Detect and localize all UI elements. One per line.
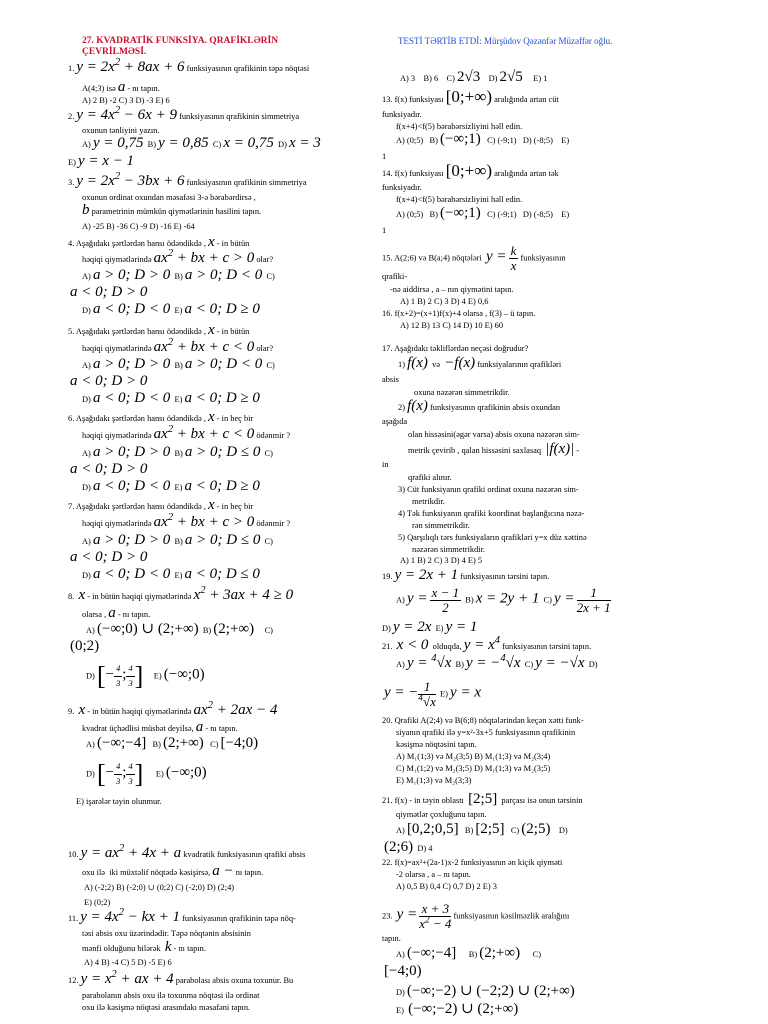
q21b-options: A) [0,2;0,5] B) [2;5] C) (2;5) D) [396, 821, 568, 837]
q13-options: A) (0;5) B) (−∞;1) C) (-9;1) D) (-8;5) E) [396, 131, 570, 147]
q13-stem-3: f(x+4)<f(5) bərabərsizliyini həll edin. [396, 122, 523, 131]
q6-option-c: a < 0; D > 0 [70, 461, 148, 477]
q1-options: A) 2 B) -2 C) 3 D) -3 E) 6 [82, 96, 170, 105]
q21b-stem: 21. f(x) - in təyin oblastı [2;5] parçası isə onun tərsinin [382, 791, 583, 807]
q14-stem: 14. f(x) funksiyası [0;+∞) aralığında artan tək [382, 161, 559, 180]
q22-stem-2: -2 olarsa , a – nı tapın. [396, 870, 471, 879]
q22-stem: 22. f(x)=ax²+(2a-1)x-2 funksiyasının ən kiçik qiyməti [382, 858, 563, 867]
q1-stem-2: A(4;3) isə a - nı tapın. [82, 79, 160, 95]
q4-options-de: D) a < 0; D < 0 E) a < 0; D ≥ 0 [82, 301, 260, 317]
q5-stem-2: həqiqi qiymətlərində $ax^2$ + bx + c < 0 olar? [82, 337, 274, 355]
q2-stem-2: oxunun tənliyini yazın. [82, 126, 160, 135]
q20-option-e: E) M₁(1;3) və M₂(3;3) [396, 776, 472, 785]
q19-options-de: D) y = 2x E) y = 1 [382, 619, 478, 635]
q3-stem-3: b parametrinin mümkün qiymətlərinin hasilini tapın. [82, 202, 262, 218]
q17-s2-e: in [382, 460, 389, 469]
author-line: TESTİ TƏRTİB ETDİ: Mürşüdov Qəzənfər Müzəffər oğlu. [398, 36, 613, 46]
q21a-options-de: y = − $\frac{1}{^4√x}$ E) y = x [384, 679, 481, 709]
q17-s2: 2) f(x) funksiyasının qrafikinin absis oxundan [398, 398, 561, 414]
q9-options-de: D) [− $\frac{4}{3}$ ; $\frac{4}{3}$ ] E) (−∞;0) [86, 759, 207, 789]
q15-stem-2: qrafiki- [382, 272, 408, 281]
q21b-options-de: (2;6) D) 4 [384, 839, 433, 855]
q10-stem-2: oxu ilə iki müxtəlif nöqtədə kəsişirsə, a − nı tapın. [82, 863, 264, 879]
q23-option-d: D) (−∞;−2) ∪ (−2;2) ∪ (2;+∞) [396, 983, 575, 999]
q20-stem-2: siyanın qrafiki ilə y=x²-3x+5 funksiyasının qrafikinin [396, 728, 576, 737]
q23-stem-2: tapın. [382, 934, 401, 943]
q23-option-e: E) (−∞;−2) ∪ (2;+∞) [396, 1001, 519, 1017]
q12-stem-3: oxu ilə kəsişmə nöqtəsi arasındakı məsafəni tapın. [82, 1003, 251, 1012]
q11-stem: 11. $y = 4x^2$ − kx + 1 funksiyasının qrafikinin təpə nöq- [68, 907, 296, 925]
q15-options: A) 1 B) 2 C) 3 D) 4 E) 0,6 [400, 297, 489, 306]
q7-options-de: D) a < 0; D < 0 E) a < 0; D ≤ 0 [82, 566, 260, 582]
q13-stem-2: funksiyadır. [382, 110, 422, 119]
q5-options-ab: A) a > 0; D > 0 B) a > 0; D < 0 C) [82, 356, 275, 372]
q3-stem: 3. $y = 2x^2 - 3bx + 6$ funksiyasının qrafikinin simmetriya [68, 171, 307, 189]
q23-option-c: [−4;0) [384, 963, 422, 979]
q20-stem: 20. Qrafiki A(2;4) və B(6;8) nöqtələrindən keçən xətti funk- [382, 716, 584, 725]
q4-stem: 4. Aşağıdakı şərtlərdən hansı ödəndikdə , x - in bütün [68, 234, 250, 250]
q16-stem: 16. f(x+2)=(x+1)f(x)+4 olarsa , f(3) – ü tapın. [382, 309, 536, 318]
q17-s5: 5) Qarşılıqlı tərs funksiyaların qrafikləri y=x düz xəttinə [398, 533, 587, 542]
q6-options-ab: A) a > 0; D > 0 B) a > 0; D ≤ 0 C) [82, 444, 273, 460]
q11-options: A) 4 B) -4 C) 5 D) -5 E) 6 [84, 958, 172, 967]
q6-stem-2: həqiqi qiymətlərində $ax^2$ + bx + c < 0 ödənmir ? [82, 424, 291, 442]
q8-option-c: (0;2) [70, 638, 100, 654]
q17-s2-c: olan hissəsini(əgər varsa) absis oxuna nəzərən sim- [408, 430, 580, 439]
q8-options-ab: A) (−∞;0) ∪ (2;+∞) B) (2;+∞) C) [86, 621, 273, 637]
q17-s4: 4) Tək funksiyanın qrafiki koordinat başlanğıcına nəzə- [398, 509, 585, 518]
q20-options-ab: A) M₁(1;3) və M₂(3;5) B) M₁(1;3) və M₂(3;4) [396, 752, 551, 761]
q11-stem-3: mənfi olduğunu bilərək k - nı tapın. [82, 939, 206, 955]
q6-options-de: D) a < 0; D < 0 E) a < 0; D ≥ 0 [82, 478, 260, 494]
q15-stem: 15. A(2;6) və B(a;4) nöqtələri y = $\frac{k}{x}$ funksiyasının [382, 243, 566, 273]
q7-stem: 7. Aşağıdakı şərtlərdən hansı ödəndikdə , x - in heç bir [68, 497, 254, 513]
q23-options-abc: A) (−∞;−4] B) (2;+∞) C) [396, 945, 541, 961]
q19-stem: 19. y = 2x + 1 funksiyasının tərsini tapın. [382, 567, 550, 583]
q4-stem-2: həqiqi qiymətlərində $ax^2$ + bx + c > 0 olar? [82, 248, 274, 266]
q10-stem: 10. $y = ax^2 + 4x + a$ kvadratik funksiyasının qrafiki absis [68, 843, 306, 861]
q17-s3: 3) Cüt funksiyanın qrafiki ordinat oxuna nəzərən sim- [398, 485, 579, 494]
q17-s2-d: metrik çevirib , qalan hissəsini saxlasaq |f(x)| - [408, 441, 580, 457]
q10-options: A) (-2;2) B) (-2;0) ∪ (0;2) C) (-2;0) D) (2;4) [84, 883, 235, 892]
q17-s4-b: rən simmetrikdir. [412, 521, 470, 530]
q20-options-cd: C) M₁(1;2) və M₂(3;5) D) M₁(1;3) və M₂(3;5) [396, 764, 551, 773]
q17-s1-b: absis [382, 375, 399, 384]
q14-options: A) (0;5) B) (−∞;1) C) (-9;1) D) (-8;5) E) [396, 205, 570, 221]
q5-option-c: a < 0; D > 0 [70, 373, 148, 389]
q15-stem-3: -nə aiddirsə , a – nın qiymətini tapın. [390, 285, 514, 294]
q14-stem-2: funksiyadır. [382, 183, 422, 192]
q4-option-c: a < 0; D > 0 [70, 284, 148, 300]
q3-options: A) -25 B) -36 C) -9 D) -16 E) -64 [82, 222, 195, 231]
q13-option-e: 1 [382, 152, 387, 161]
q2-stem: 2. $y = 4x^2 - 6x + 9$ funksiyasının qrafikinin simmetriya [68, 105, 300, 123]
q22-options: A) 0,5 B) 0,4 C) 0,7 D) 2 E) 3 [396, 882, 497, 891]
q9-option-e-note: E) işarələr təyin olunmur. [76, 797, 162, 806]
q7-options-ab: A) a > 0; D > 0 B) a > 0; D ≤ 0 C) [82, 532, 273, 548]
q2-options: A) y = 0,75 B) y = 0,85 C) x = 0,75 D) x = 3 [82, 135, 321, 151]
q17-s5-b: nəzərən simmetrikdir. [412, 545, 486, 554]
q11-stem-2: təsi absis oxu üzərindədir. Təpə nöqtənin absisinin [82, 929, 251, 938]
q4-options-ab: A) a > 0; D > 0 B) a > 0; D < 0 C) [82, 267, 275, 283]
q21a-stem: 21. x < 0 olduqda, $y = x^4$ funksiyasının tərsini tapın. [382, 635, 592, 653]
q17-s3-b: metrikdir. [412, 497, 445, 506]
q10-option-e: E) (0;2) [84, 898, 111, 907]
q19-options: A) y = $\frac{x - 1}{2}$ B) x = 2y + 1 C) y = $\frac{1}{2x + 1}$ [396, 585, 611, 615]
q9-stem: 9. x - in bütün həqiqi qiymətlərində $ax^2 + 2ax - 4$ [68, 700, 278, 718]
q16-options: A) 12 B) 13 C) 14 D) 10 E) 60 [400, 321, 504, 330]
q14-option-e: 1 [382, 226, 387, 235]
section-title: 27. KVADRATİK FUNKSİYA. QRAFİKLƏRİN ÇEVRİLMƏSİ. [82, 36, 279, 57]
q9-options-abc: A) (−∞;−4] B) (2;+∞) C) [−4;0) [86, 735, 259, 751]
q17-stem: 17. Aşağıdakı təkliflərdən neçəsi doğrudur? [382, 344, 529, 353]
q12-options: A) 3 B) 6 C) 2√3 D) 2√5 E) 1 [400, 69, 548, 85]
q8-stem: 8. x - in bütün həqiqi qiymətlərində $x^2 + 3ax + 4 \ge 0$ [68, 585, 294, 603]
q7-option-c: a < 0; D > 0 [70, 549, 148, 565]
q14-stem-3: f(x+4)<f(5) bərabərsizliyini həll edin. [396, 195, 523, 204]
q2-option-e: E) y = x − 1 [68, 153, 135, 169]
q17-s1-c: oxuna nəzərən simmetrikdir. [414, 388, 510, 397]
q12-stem-2: parabolanın absis oxu ilə toxunma nöqtəsi ilə ordinat [82, 991, 260, 1000]
q1-stem: 1. $y = 2x^2 + 8ax + 6$ funksiyasının qrafikinin təpə nöqtəsi [68, 57, 310, 75]
q6-stem: 6. Aşağıdakı şərtlərdən hansı ödəndikdə , x - in heç bir [68, 409, 254, 425]
q5-stem: 5. Aşağıdakı şərtlərdən hansı ödəndikdə , x - in bütün [68, 322, 250, 338]
q21b-stem-2: qiymətlər çoxluğunu tapın. [396, 810, 487, 819]
q8-options-de: D) [− $\frac{4}{3}$ ; $\frac{4}{3}$ ] E) (−∞;0) [86, 661, 205, 691]
q3-stem-2: oxunun ordinat oxundan məsafəsi 3-ə bərabərdirsə , [82, 193, 256, 202]
q7-stem-2: həqiqi qiymətlərində $ax^2$ + bx + c > 0 ödənmir ? [82, 512, 291, 530]
q17-options: A) 1 B) 2 C) 3 D) 4 E) 5 [400, 556, 483, 565]
q9-stem-2: kvadrat üçhədlisi müsbət deyilsə, a - nı tapın. [82, 719, 238, 735]
q5-options-de: D) a < 0; D < 0 E) a < 0; D ≥ 0 [82, 390, 260, 406]
q8-stem-2: olarsa , a - nı tapın. [82, 605, 151, 621]
q20-stem-3: kəsişmə nöqtəsini tapın. [396, 740, 477, 749]
q17-s2-b: aşağıda [382, 417, 408, 426]
q13-stem: 13. f(x) funksiyası [0;+∞) aralığında artan cüt [382, 87, 559, 106]
q21a-options: A) y = $^4$√x B) y = −$^4$√x C) y = −√x D) [396, 653, 598, 671]
q17-s2-f: qrafiki alınır. [408, 473, 452, 482]
q23-stem: 23. y = $\frac{x + 3}{x^2 - 4}$ funksiyasının kəsilməzlik aralığını [382, 901, 570, 931]
q17-s1: 1) f(x) və −f(x) funksiyalarının qrafikləri [398, 355, 562, 371]
q12-stem: 12. $y = x^2$ + ax + 4 parabolası absis oxuna toxunur. Bu [68, 969, 294, 987]
